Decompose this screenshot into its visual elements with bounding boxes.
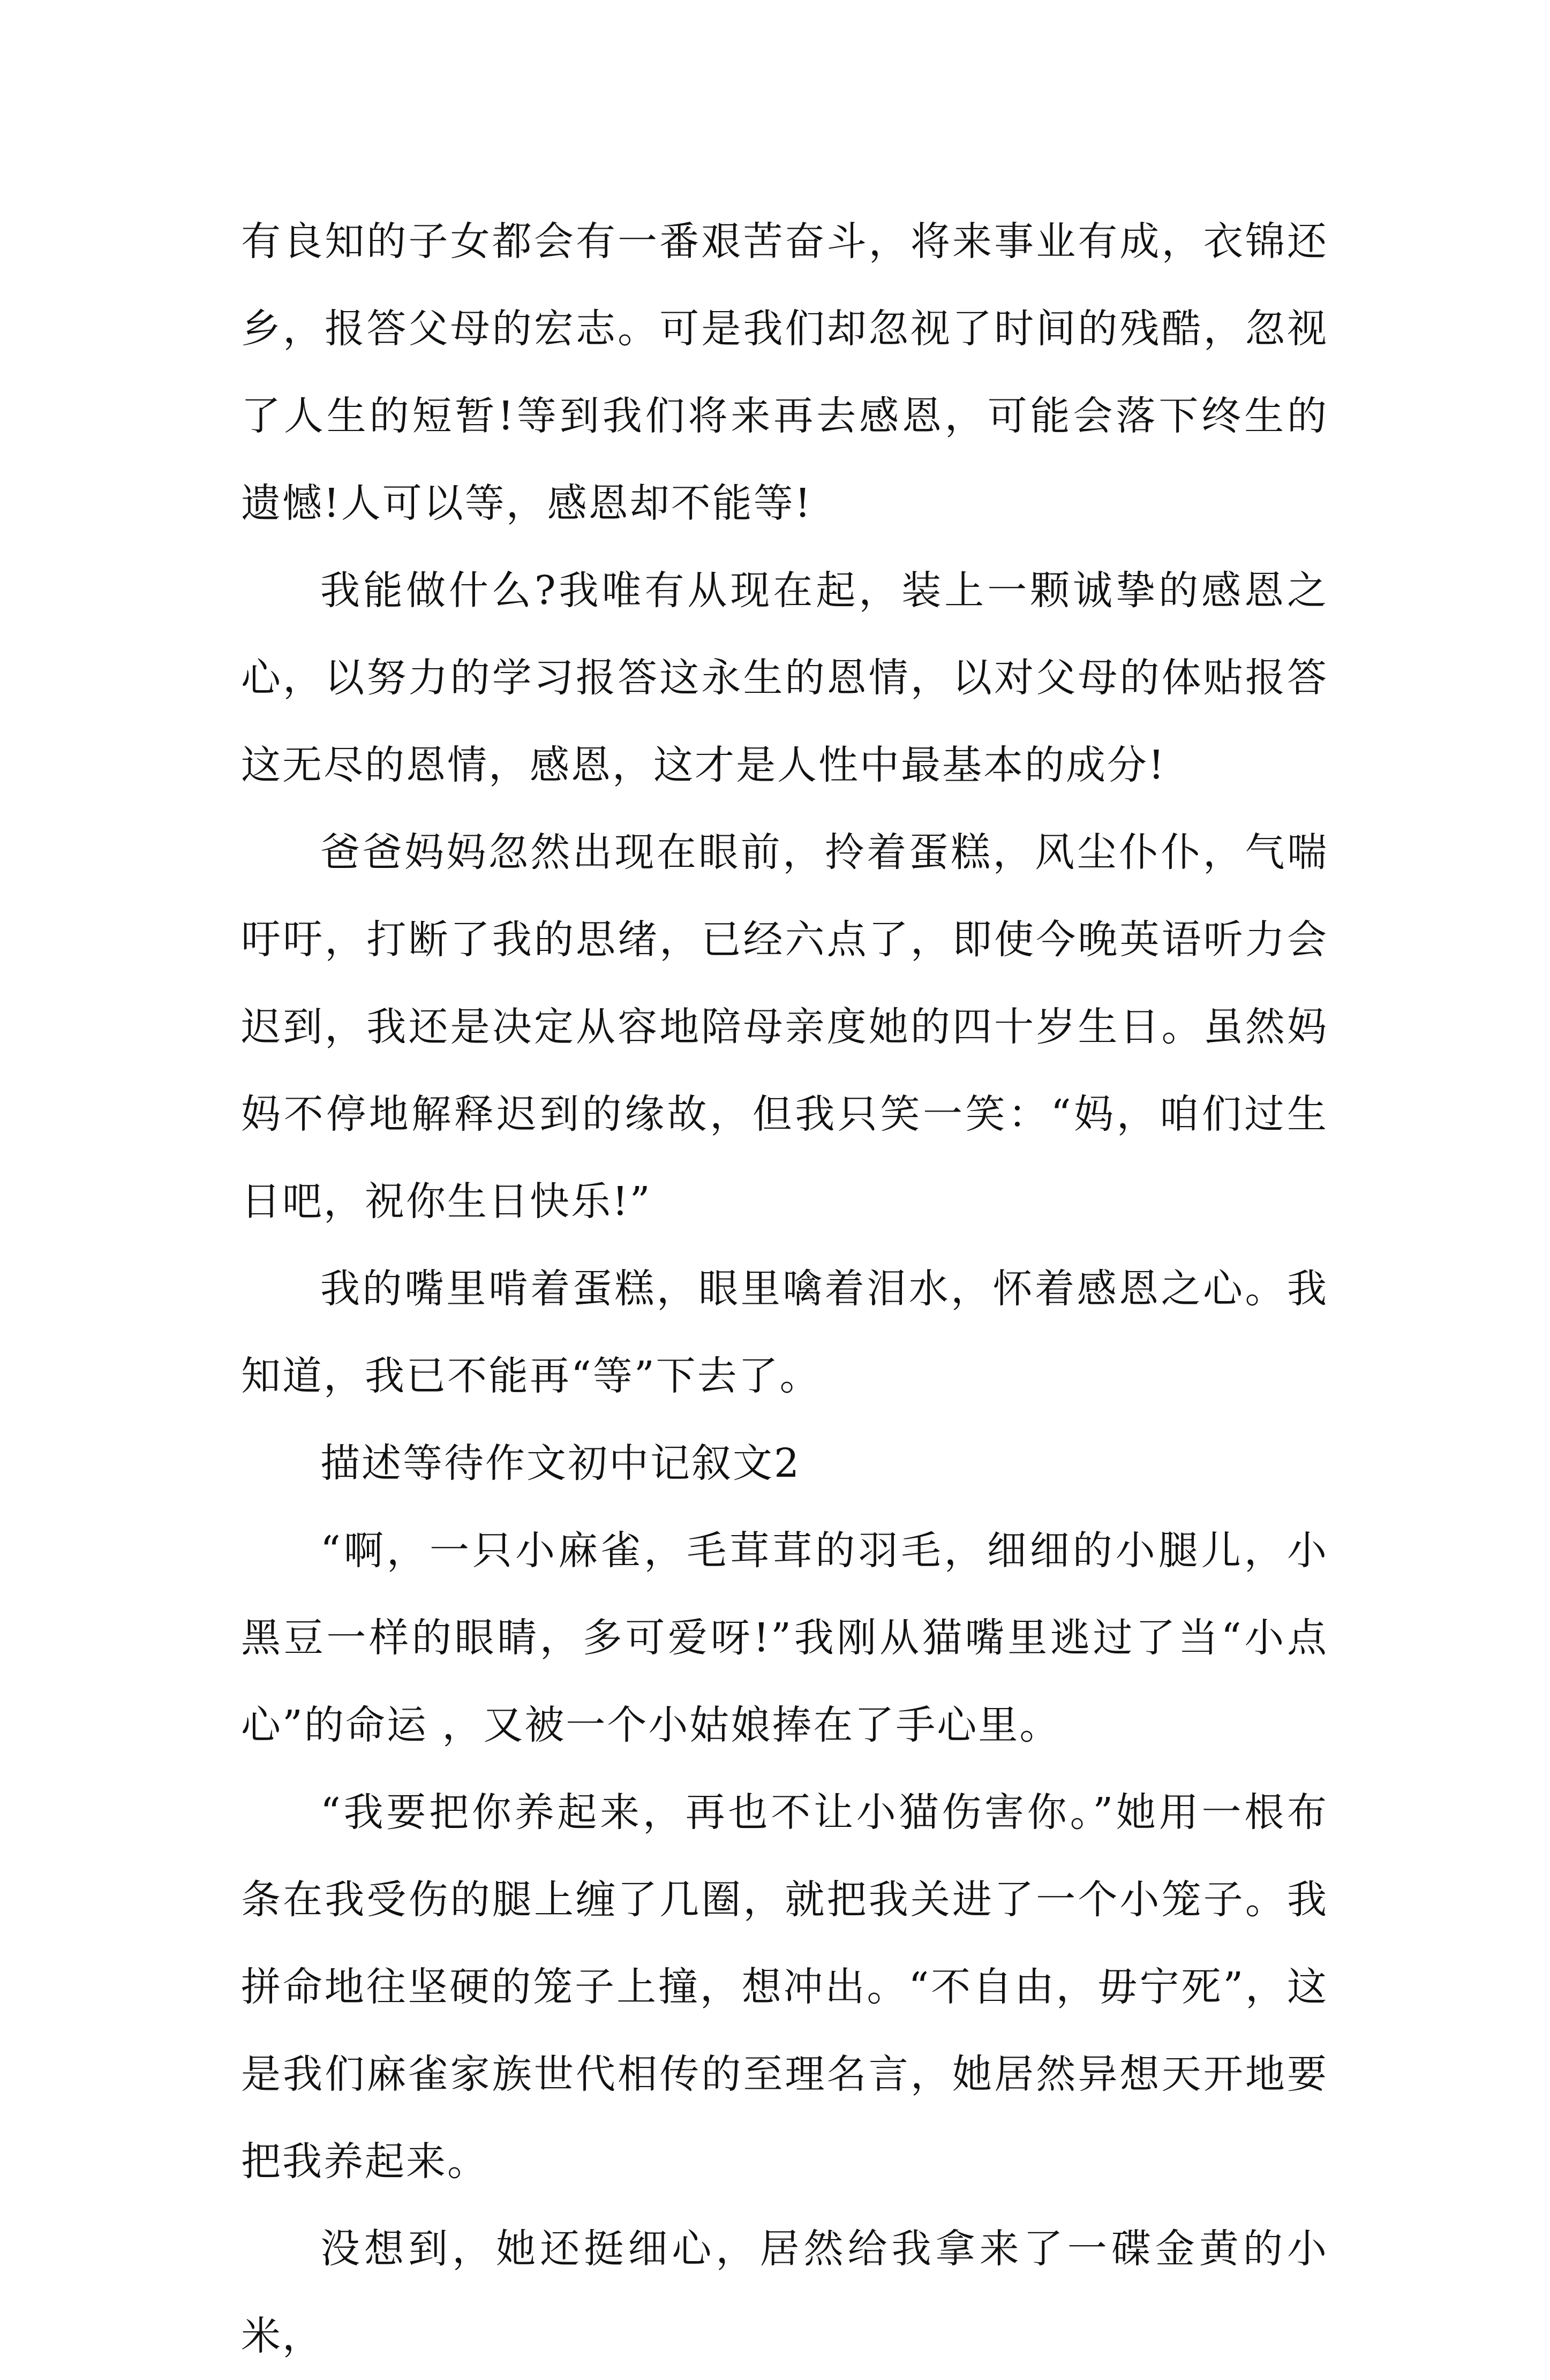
paragraph-6: “我要把你养起来，再也不让小猫伤害你。”她用一根布条在我受伤的腿上缠了几圈，就把我关进了一个小笼子。我拼命地往坚硬的笼子上撞，想冲出。“不自由，毋宁死”，这是我们麻雀家族世代相传的至理名言，她居然异想天开地要把我养起来。 (241, 1789, 1328, 2185)
document-body (241, 198, 1328, 2380)
paragraph-5: “啊，一只小麻雀，毛茸茸的羽毛，细细的小腿儿，小黑豆一样的眼睛，多可爱呀!”我刚从猫嘴里逃过了当“小点心”的命运 ，又被一个小姑娘捧在了手心里。 (241, 1528, 1328, 1748)
paragraph-2: 我能做什么?我唯有从现在起，装上一颗诚挚的感恩之心，以努力的学习报答这永生的恩情，以对父母的体贴报答这无尽的恩情，感恩，这才是人性中最基本的成分! (241, 568, 1328, 788)
paragraph-4: 我的嘴里啃着蛋糕，眼里噙着泪水，怀着感恩之心。我知道，我已不能再“等”下去了。 (241, 1266, 1328, 1399)
paragraph-3: 爸爸妈妈忽然出现在眼前，拎着蛋糕，风尘仆仆，气喘吁吁，打断了我的思绪，已经六点了，即使今晚英语听力会迟到，我还是决定从容地陪母亲度她的四十岁生日。虽然妈妈不停地解释迟到的缘故，但我只笑一笑：“妈，咱们过生日吧，祝你生日快乐!” (241, 829, 1328, 1225)
section-heading: 描述等待作文初中记叙文2 (320, 1440, 801, 1486)
paragraph-1: 有良知的子女都会有一番艰苦奋斗，将来事业有成，衣锦还乡，报答父母的宏志。可是我们却忽视了时间的残酷，忽视了人生的短暂!等到我们将来再去感恩，可能会落下终生的遗憾!人可以等，感恩却不能等! (241, 218, 1328, 526)
paragraph-7: 没想到，她还挺细心，居然给我拿来了一碟金黄的小米， (241, 2226, 1328, 2359)
